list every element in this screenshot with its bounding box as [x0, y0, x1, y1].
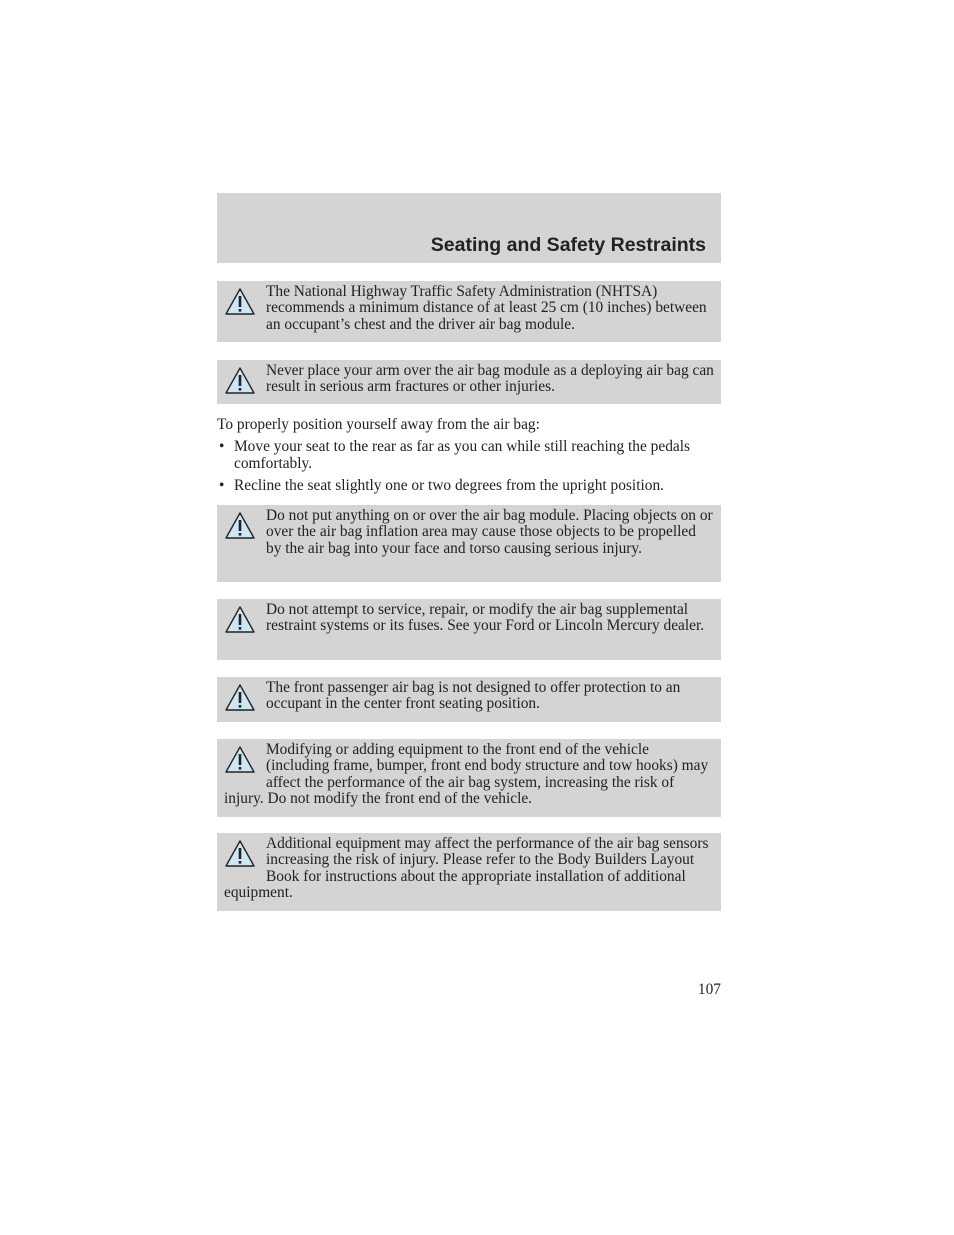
- list-item: [217, 478, 721, 495]
- warning-box: [217, 739, 721, 817]
- intro-paragraph: To properly position yourself away from the air bag:: [217, 416, 540, 433]
- warning-text: Additional equipment may affect the performance of the air bag sensors increasing the risk of injury. Please refer to the Body Builders Layout Book for instructions about the appropriate installation of additional equipment.: [224, 835, 709, 902]
- warning-triangle-icon: [224, 605, 256, 635]
- warning-triangle-icon: [224, 683, 256, 713]
- list-item-text: Move your seat to the rear as far as you can while still reaching the pedals comfortably.: [234, 438, 691, 472]
- warning-text: The National Highway Traffic Safety Administration (NHTSA) recommends a minimum distance of at least 25 cm (10 inches) between an occupant’s chest and the driver air bag module.: [266, 283, 707, 333]
- warning-text: The front passenger air bag is not designed to offer protection to an occupant in the center front seating position.: [266, 679, 681, 713]
- warning-triangle-icon: [224, 366, 256, 396]
- warning-text: Do not attempt to service, repair, or modify the air bag supplemental restraint systems or its fuses. See your Ford or Lincoln Mercury dealer.: [266, 601, 705, 635]
- list-item: [217, 439, 721, 473]
- warning-box: [217, 281, 721, 342]
- bullet-marker: •: [219, 438, 225, 455]
- list-item-text: Recline the seat slightly one or two degrees from the upright position.: [234, 477, 664, 494]
- section-header: [217, 193, 721, 263]
- warning-triangle-icon: [224, 287, 256, 317]
- page-number: 107: [697, 981, 721, 998]
- section-title: Seating and Safety Restraints: [430, 234, 706, 256]
- warning-box: [217, 360, 721, 404]
- warning-box: [217, 677, 721, 722]
- warning-triangle-icon: [224, 839, 256, 869]
- warning-box: [217, 833, 721, 911]
- warning-triangle-icon: [224, 511, 256, 541]
- warning-text: Modifying or adding equipment to the front end of the vehicle (including frame, bumper, front end body structure and tow hooks) may affect the performance of the air bag system, increasing the risk of injury. Do not modify the front end of the vehicle.: [224, 741, 709, 808]
- warning-text: Do not put anything on or over the air bag module. Placing objects on or over the air bag inflation area may cause those objects to be propelled by the air bag into your face and torso causing serious injury.: [266, 507, 713, 557]
- warning-text: Never place your arm over the air bag module as a deploying air bag can result in serious arm fractures or other injuries.: [266, 362, 714, 396]
- warning-box: [217, 505, 721, 582]
- bullet-marker: •: [219, 477, 225, 494]
- warning-triangle-icon: [224, 745, 256, 775]
- warning-box: [217, 599, 721, 660]
